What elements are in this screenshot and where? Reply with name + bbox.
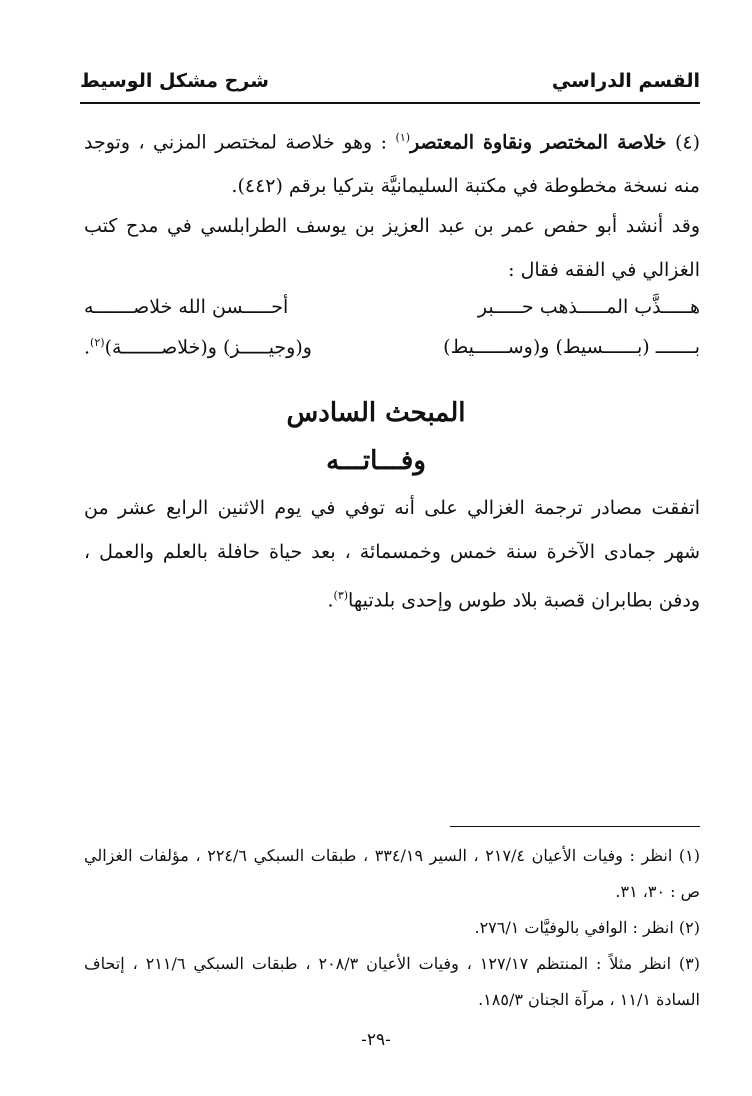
entry-number: (٤) bbox=[674, 131, 701, 154]
poem-line-1-second-hemistich: أحـــــسن الله خلاصـــــــه bbox=[84, 296, 289, 318]
poem-line-2-first-hemistich: بـــــــ (بــــــسيط) و(وســــــيط) bbox=[443, 336, 700, 358]
entry-description: : وهو خلاصة لمختصر المزني ، وتوجد منه نسخة مخطوطة في مكتبة السليمانيَّة بتركيا برقم (٤٤٢). bbox=[84, 131, 700, 198]
footnote-marker-2: (٢) bbox=[90, 336, 105, 349]
poem-line-2-second-hemistich-wrap: و(وجيـــــز) و(خلاصـــــــة)$^{(٢)}$. bbox=[84, 336, 312, 359]
poem-line-1 bbox=[84, 296, 700, 326]
book-title-bold: خلاصة المختصر ونقاوة المعتصر bbox=[410, 131, 667, 154]
poem-line-2 bbox=[84, 336, 700, 366]
death-text: اتفقت مصادر ترجمة الغزالي على أنه توفي في يوم الاثنين الرابع عشر من شهر جمادى الآخرة سنة خمس وخمسمائة ، بعد حياة حافلة بالعلم والعمل ، ودفن بطابران قصبة بلاد طوس وإحدى بلدتيها bbox=[84, 497, 700, 612]
poem-line-2-second-hemistich: و(وجيـــــز) و(خلاصـــــــة) bbox=[104, 336, 312, 359]
running-header bbox=[80, 66, 700, 100]
section-heading: المبحث السادس bbox=[286, 398, 466, 428]
footnotes bbox=[84, 838, 700, 1018]
footnote-3: (٣) انظر مثلاً : المنتظم ١٢٧/١٧ ، وفيات الأعيان ٢٠٨/٣ ، طبقات السبكي ٢١١/٦ ، إتحاف السادة ١١/١ ، مرآة الجنان ١٨٥/٣. bbox=[84, 954, 701, 1009]
paragraph-book-entry bbox=[84, 116, 700, 208]
paragraph-poem-intro bbox=[84, 204, 700, 292]
footnote-2: (٢) انظر : الوافي بالوفيَّات ٢٧٦/١. bbox=[474, 918, 700, 937]
header-rule bbox=[80, 102, 700, 104]
header-section-title: القسم الدراسي bbox=[551, 70, 700, 92]
poem-line-1-first-hemistich: هـــــذَّب المـــــذهب حـــــبر bbox=[477, 296, 700, 318]
footnote-separator bbox=[450, 826, 700, 827]
section-subheading: وفـــاتـــه bbox=[326, 446, 426, 476]
footnote-marker-3: (٣) bbox=[333, 589, 349, 602]
poem-intro-text: وقد أنشد أبو حفص عمر بن عبد العزيز بن يوسف الطرابلسي في مدح كتب الغزالي في الفقه فقال : bbox=[84, 215, 700, 281]
footnote-marker-1: (١) bbox=[395, 131, 411, 144]
footnote-1: (١) انظر : وفيات الأعيان ٢١٧/٤ ، السير ٣٣٤/١٩ ، طبقات السبكي ٢٢٤/٦ ، مؤلفات الغزالي ص : ٣٠، ٣١. bbox=[84, 846, 701, 901]
paragraph-death: اتفقت مصادر ترجمة الغزالي على أنه توفي في يوم الاثنين الرابع عشر من شهر جمادى الآخرة سنة خمس وخمسمائة ، بعد حياة حافلة بالعلم والعمل ، ودفن بطابران قصبة بلاد طوس وإحدى بلدتيها$^{(٣)}$. bbox=[84, 497, 700, 612]
page-number: -٢٩- bbox=[361, 1030, 391, 1050]
header-book-title: شرح مشكل الوسيط bbox=[80, 70, 269, 92]
